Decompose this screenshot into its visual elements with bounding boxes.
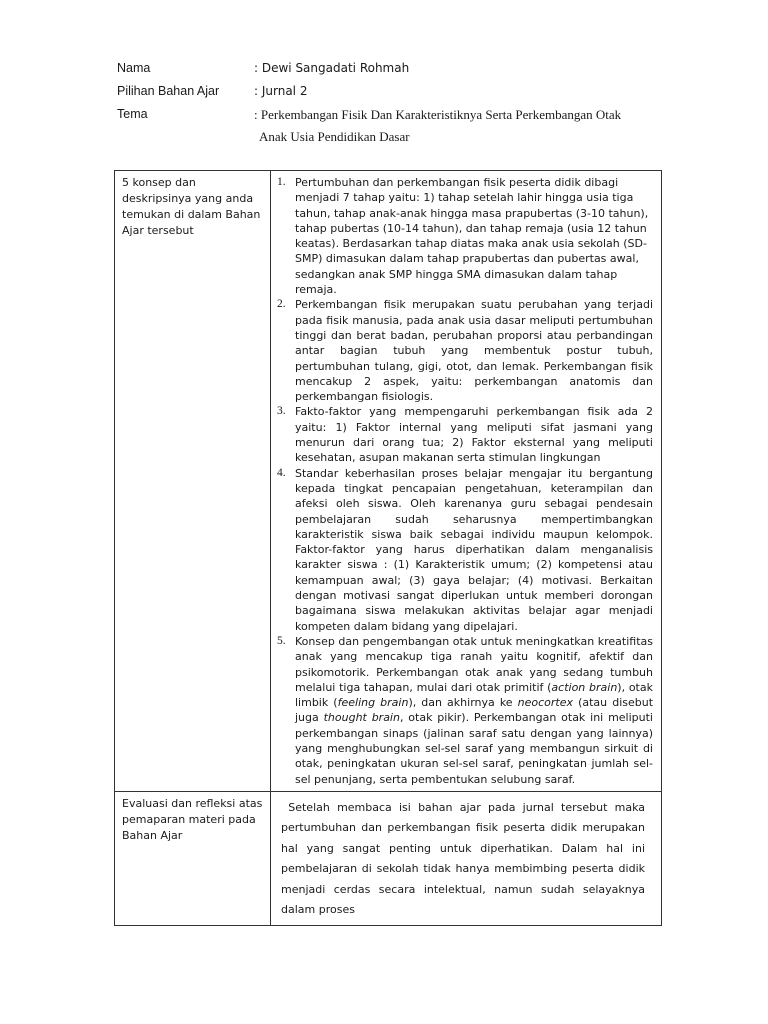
list-item-text: Standar keberhasilan proses belajar mengajar itu bergantung kepada tingkat pencapaian pengetahuan, keterampilan dan afeksi oleh siswa. Oleh karenanya guru sebagai pendesain pembelajaran sudah seharusnya mempertimbangkan karakteristik siswa baik sebagai individu maupun kelompok. Faktor-faktor yang harus diperhatikan dalam menganalisis karakter siswa : (1) Karakteristik umum; (2) kompetensi atau kemampuan awal; (3) gaya belajar; (4) motivasi. Berkaitan dengan motivasi sangat diperlukan untuk memberi dorongan bagaimana siswa melakukan aktivitas belajar agar menjadi kompeten dalam bidang yang dipelajari. bbox=[295, 466, 653, 633]
text-segment: (atau disebut juga bbox=[295, 696, 654, 725]
tema-value: : Perkembangan Fisik Dan Karakteristiknya Serta Perkembangan Otak bbox=[254, 107, 622, 122]
list-item bbox=[275, 404, 653, 465]
list-item-number: 1. bbox=[277, 176, 286, 188]
list-item bbox=[275, 297, 653, 404]
list-item-text: Perkembangan fisik merupakan suatu perubahan yang terjadi pada fisik manusia, pada anak usia dasar meliputi pertumbuhan tinggi dan berat badan, perubahan proporsi atau perbandingan antar bagian tubuh yang membentuk postur tubuh, pertumbuhan tulang, gigi, otot, dan lemak. Perkembangan fisik mencakup 2 aspek, yaitu: perkembangan anatomis dan perkembangan fisiologis. bbox=[295, 298, 653, 404]
nama-value: : Dewi Sangadati Rohmah bbox=[254, 61, 410, 75]
list-item bbox=[275, 175, 653, 297]
evaluation-text bbox=[275, 796, 653, 921]
list-item-text: Pertumbuhan dan perkembangan fisik peserta didik dibagi menjadi 7 tahap yaitu: 1) tahap setelah lahir hingga usia tiga tahun, tahap anak-anak hingga masa prapubertas (3-10 tahun), tahap pubertas (10-14 tahun), dan tahap remaja (usia 12 tahun keatas). Berdasarkan tahap diatas maka anak usia sekolah (SD-SMP) dimasukan dalam tahap prapubertas dan pubertas awal, sedangkan anak SMP hingga SMA dimasukan dalam tahap remaja. bbox=[295, 176, 649, 297]
italic-term: action brain bbox=[551, 680, 618, 694]
list-item-number: 3. bbox=[277, 405, 286, 418]
text-segment: ), dan akhirnya ke bbox=[408, 696, 518, 710]
list-item bbox=[275, 466, 653, 634]
concepts-label: 5 konsep dan deskripsinya yang anda temukan di dalam Bahan Ajar tersebut bbox=[122, 176, 261, 237]
tema-label: Tema bbox=[117, 107, 148, 121]
evaluation-text-cell bbox=[271, 791, 662, 925]
concepts-list bbox=[275, 175, 653, 787]
concepts-list-cell bbox=[271, 171, 662, 792]
text-segment: Konsep dan pengembangan otak untuk meningkatkan kreatifitas anak yang mencakup tiga ranah yaitu kognitif, afektif dan psikomotorik. Perkembangan otak anak yang sedang tumbuh melalui tiga tahapan, mulai dari otak primitif ( bbox=[295, 634, 653, 694]
table-row-evaluation bbox=[115, 791, 662, 925]
pilihan-bahan-ajar-value: : Jurnal 2 bbox=[254, 84, 308, 98]
table-row-concepts bbox=[115, 171, 662, 792]
text-segment: , otak pikir). Perkembangan otak ini meliputi perkembangan sinaps (jalinan saraf satu dengan yang lainnya) yang menghubungkan sel-sel saraf yang membangun sirkuit di otak, peningkatan ukuran sel-sel saraf, peningkatan jumlah sel-sel penunjang, serta pembentukan selubung saraf. bbox=[295, 711, 653, 786]
list-item-number: 5. bbox=[277, 634, 286, 647]
text-segment: ), otak limbik ( bbox=[295, 680, 653, 710]
nama-label: Nama bbox=[117, 61, 151, 75]
tema-value-continuation: Anak Usia Pendidikan Dasar bbox=[259, 129, 410, 144]
evaluation-label-cell bbox=[115, 791, 271, 925]
evaluation-label: Evaluasi dan refleksi atas pemaparan materi pada Bahan Ajar bbox=[122, 796, 263, 842]
content-table bbox=[114, 170, 662, 926]
list-item bbox=[275, 634, 653, 787]
italic-term: thought brain bbox=[323, 711, 400, 725]
list-item-number: 4. bbox=[277, 466, 286, 479]
italic-term: neocortex bbox=[517, 696, 574, 710]
pilihan-bahan-ajar-label: Pilihan Bahan Ajar bbox=[117, 84, 220, 98]
list-item-number: 2. bbox=[277, 298, 286, 311]
evaluation-paragraph: Setelah membaca isi bahan ajar pada jurnal tersebut maka pertumbuhan dan perkembangan fisik peserta didik merupakan hal yang sangat penting untuk diperhatikan. Dalam hal ini pembelajaran di sekolah tidak hanya membimbing peserta didik menjadi cerdas secara intelektual, namun sudah selayaknya dalam proses bbox=[281, 800, 646, 917]
italic-term: feeling brain bbox=[337, 696, 409, 710]
list-item-text: Fakto-faktor yang mempengaruhi perkembangan fisik ada 2 yaitu: 1) Faktor internal yang meliputi sifat jasmani yang menurun dari orang tua; 2) Faktor eksternal yang meliputi kesehatan, asupan makanan serta stimulan lingkungan bbox=[295, 405, 653, 465]
list-item-text bbox=[295, 635, 653, 786]
concepts-label-cell bbox=[115, 171, 271, 792]
